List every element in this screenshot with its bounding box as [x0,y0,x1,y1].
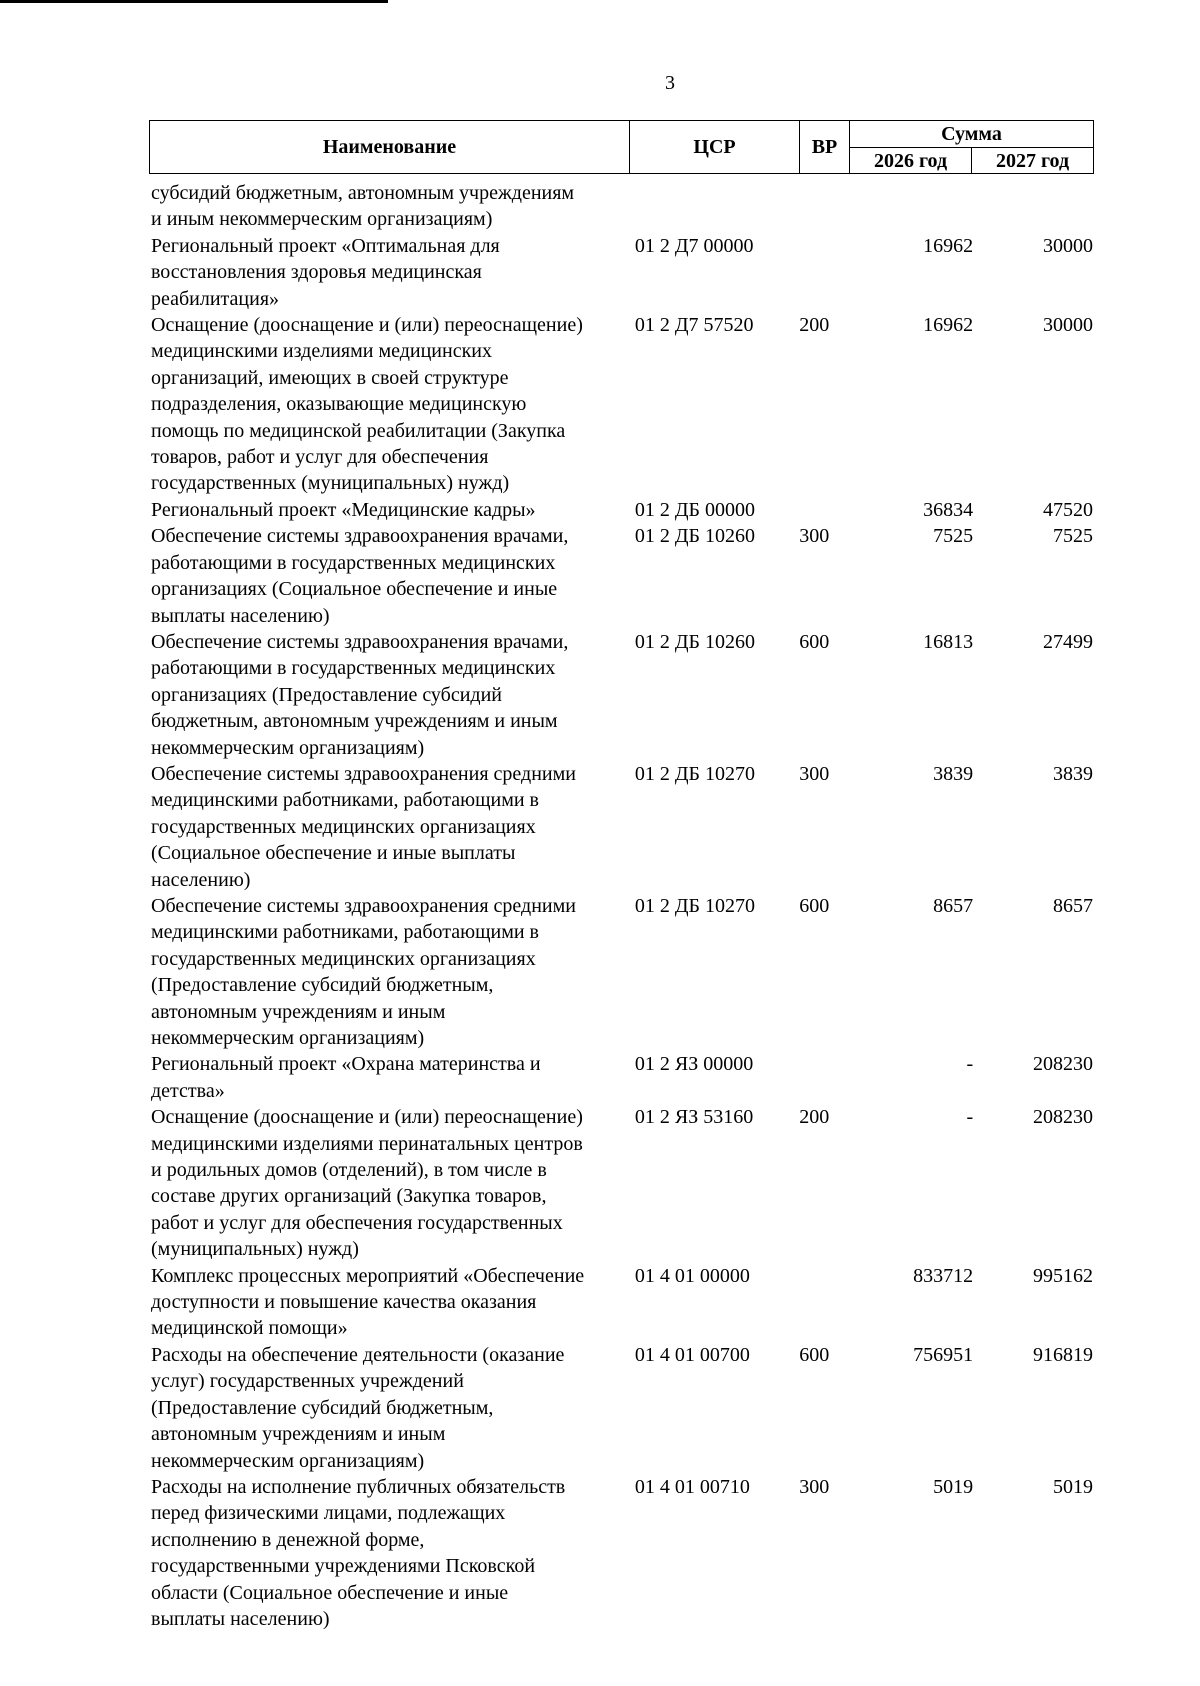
row-csr: 01 2 ЯЗ 53160 [634,1106,754,1129]
row-vr: 300 [799,762,830,785]
row-name: Расходы на обеспечение деятельности (оказание услуг) государственных учреждений (Предоставление субсидий бюджетным, автономным учреждениям и иным некоммерческим организациям) [151,1343,565,1472]
page-number: 3 [665,72,675,94]
row-sum-2026: 5019 [933,1475,974,1498]
table-row [149,233,1093,312]
row-sum-2027: 5019 [1053,1475,1093,1498]
row-sum-2027: 30000 [1043,314,1093,337]
row-sum-2026: 36834 [923,498,974,521]
row-name: Региональный проект «Медицинские кадры» [151,498,536,521]
table-row [149,312,1093,497]
table-row [149,497,1093,523]
table-row [149,1342,1093,1474]
table-row [149,1263,1093,1342]
row-csr: 01 2 Д7 57520 [634,314,754,337]
row-csr: 01 2 ДБ 10260 [634,630,756,653]
header-vr: ВР [800,121,850,174]
row-csr: 01 2 ДБ 00000 [634,498,756,521]
row-name: Региональный проект «Охрана материнства и детства» [151,1053,541,1102]
row-sum-2026: 8657 [933,894,974,917]
row-name: Обеспечение системы здравоохранения средними медицинскими работниками, работающими в государственных медицинских организациях (Социальное обеспечение и иные выплаты населению) [151,762,576,891]
row-name: Обеспечение системы здравоохранения врачами, работающими в государственных медицинских организациях (Социальное обеспечение и иные выплаты населению) [151,525,569,627]
row-sum-2027: 8657 [1053,894,1093,917]
table-row [149,1104,1093,1262]
row-vr: 200 [799,314,830,337]
row-sum-2026: 3839 [933,762,974,785]
row-vr: 300 [799,525,830,548]
row-sum-2027: 3839 [1053,762,1093,785]
row-csr: 01 4 01 00710 [634,1475,750,1498]
row-sum-2027: 916819 [1033,1343,1093,1366]
row-name: Региональный проект «Оптимальная для восстановления здоровья медицинская реабилитация» [151,234,500,310]
header-name: Наименование [150,121,630,174]
row-sum-2026: 16962 [923,314,974,337]
header-year-2027: 2027 год [972,148,1094,174]
row-csr: 01 2 ДБ 10260 [634,525,756,548]
row-csr: 01 2 ДБ 10270 [634,762,756,785]
row-sum-2026: 16813 [923,630,974,653]
table-body [149,180,1093,1632]
row-sum-2026: 756951 [913,1343,974,1366]
row-csr: 01 4 01 00700 [634,1343,750,1366]
row-csr: 01 2 ЯЗ 00000 [634,1053,754,1076]
row-name: Расходы на исполнение публичных обязательств перед физическими лицами, подлежащих исполнению в денежной форме, государственными учреждениями Псковской области (Социальное обеспечение и иные выплаты населению) [151,1475,566,1630]
table-row [149,180,1093,233]
table-row [149,1474,1093,1632]
row-vr: 200 [799,1106,830,1129]
row-vr: 300 [799,1475,830,1498]
row-sum-2026: - [966,1106,974,1129]
row-name: Оснащение (дооснащение и (или) переоснащение) медицинскими изделиями перинатальных центров и родильных домов (отделений), в том числе в составе других организаций (Закупка товаров, работ и услуг для обеспечения государственных (муниципальных) нужд) [151,1106,583,1261]
row-sum-2027: 208230 [1033,1106,1093,1129]
row-csr: 01 2 ДБ 10270 [634,894,756,917]
table-row [149,629,1093,761]
row-name: субсидий бюджетным, автономным учреждениям и иным некоммерческим организациям) [151,182,575,231]
row-sum-2027: 27499 [1043,630,1093,653]
row-sum-2027: 7525 [1053,525,1093,548]
row-sum-2027: 47520 [1043,498,1093,521]
row-name: Комплекс процессных мероприятий «Обеспечение доступности и повышение качества оказания медицинской помощи» [151,1264,585,1340]
table-row [149,1051,1093,1104]
row-csr: 01 4 01 00000 [634,1264,750,1287]
table-row [149,761,1093,893]
row-sum-2026: 833712 [913,1264,974,1287]
row-name: Обеспечение системы здравоохранения врачами, работающими в государственных медицинских организациях (Предоставление субсидий бюджетным, автономным учреждениям и иным некоммерческим организациям) [151,630,569,759]
row-sum-2027: 208230 [1033,1053,1093,1076]
table-row [149,523,1093,629]
row-csr: 01 2 Д7 00000 [634,234,754,257]
row-sum-2027: 995162 [1033,1264,1093,1287]
row-sum-2026: 7525 [933,525,974,548]
row-vr: 600 [799,894,830,917]
row-sum-2026: 16962 [923,234,974,257]
row-vr: 600 [799,630,830,653]
top-rule [0,0,388,3]
row-vr: 600 [799,1343,830,1366]
table-header [149,120,1094,174]
header-year-2026: 2026 год [850,148,972,174]
table-row [149,893,1093,1051]
row-name: Оснащение (дооснащение и (или) переоснащение) медицинскими изделиями медицинских организаций, имеющих в своей структуре подразделения, оказывающие медицинскую помощь по медицинской реабилитации (Закупка товаров, работ и услуг для обеспечения государственных (муниципальных) нужд) [151,314,583,495]
row-sum-2026: - [966,1053,974,1076]
header-sum: Сумма [850,121,1094,148]
row-name: Обеспечение системы здравоохранения средними медицинскими работниками, работающими в государственных медицинских организациях (Предоставление субсидий бюджетным, автономным учреждениям и иным некоммерческим организациям) [151,894,576,1049]
header-csr: ЦСР [630,121,800,174]
row-sum-2027: 30000 [1043,234,1093,257]
